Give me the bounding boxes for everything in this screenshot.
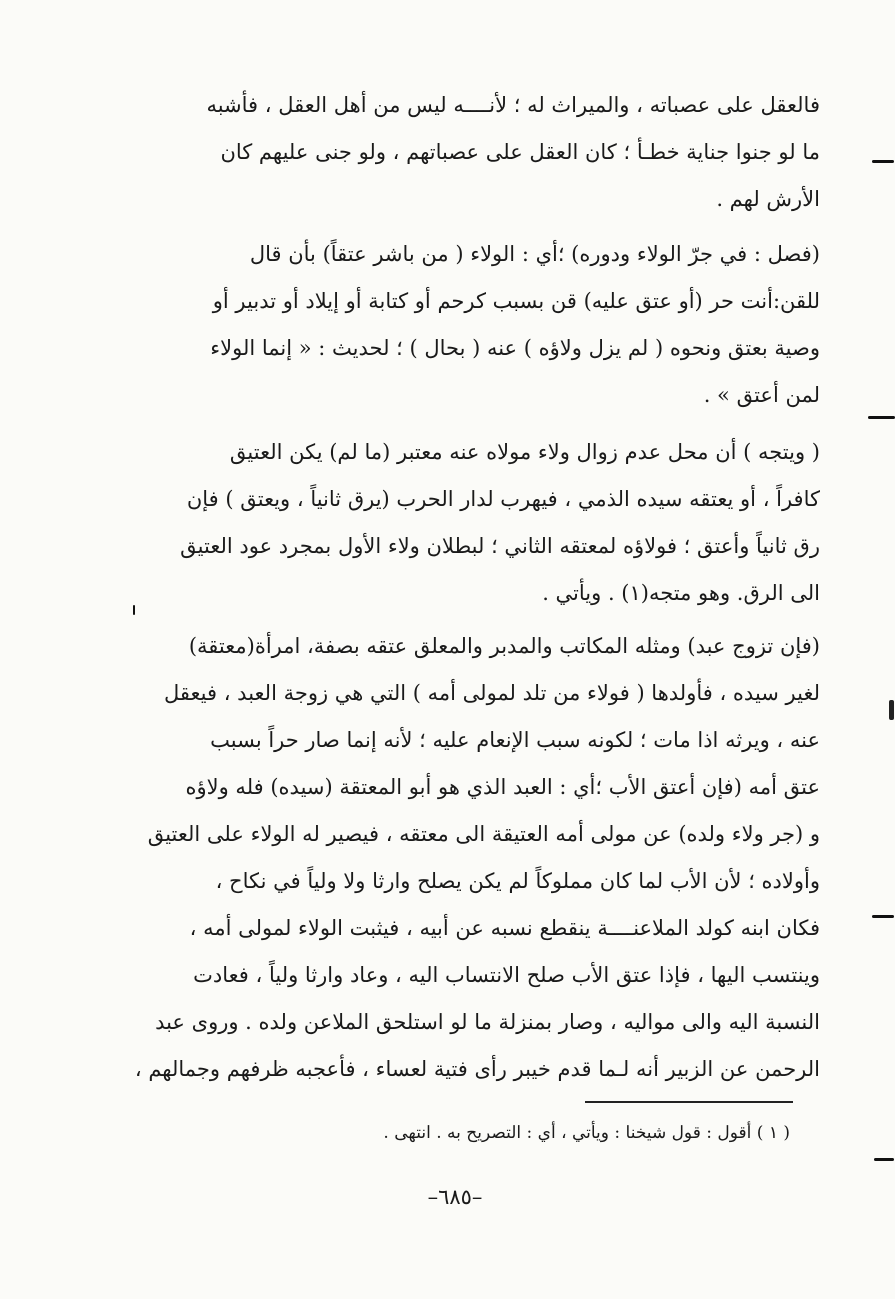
text-line: للقن:أنت حر (أو عتق عليه) قن بسبب كرحم أو كتابة أو إيلاد أو تدبير أو	[212, 289, 820, 313]
paragraph-1	[108, 82, 820, 223]
text-line: عنه ، ويرثه اذا مات ؛ لكونه سبب الإنعام عليه ؛ لأنه إنما صار حراً بسبب	[210, 728, 820, 752]
scan-mark	[133, 605, 135, 615]
text-line: وأولاده ؛ لأن الأب لما كان مملوكاً لم يكن يصلح وارثا ولا ولياً في نكاح ،	[215, 869, 820, 893]
text-line: رق ثانياً وأعتق ؛ فولاؤه لمعتقه الثاني ؛ لبطلان ولاء الأول بمجرد عود العتيق	[180, 534, 820, 558]
text-line: لغير سيده ، فأولدها ( فولاء من تلد لمولى أمه ) التي هي زوجة العبد ، فيعقل	[164, 681, 820, 705]
paragraph-2	[108, 231, 820, 419]
text-line: فالعقل على عصباته ، والميراث له ؛ لأنــــه ليس من أهل العقل ، فأشبه	[206, 93, 820, 117]
scan-mark	[872, 160, 894, 163]
paragraph-4	[108, 623, 820, 1093]
scan-mark	[872, 915, 894, 918]
text-line: الرحمن عن الزبير أنه لـما قدم خيبر رأى فتية لعساء ، فأعجبه ظرفهم وجمالهم ،	[134, 1057, 820, 1081]
text-line: عتق أمه (فإن أعتق الأب ؛أي : العبد الذي هو أبو المعتقة (سيده) فله ولاؤه	[185, 775, 820, 799]
text-line: النسبة اليه والى مواليه ، وصار بمنزلة ما لو استلحق الملاعن ولده . وروى عبد	[155, 1010, 820, 1034]
page-number: –٦٨٥–	[427, 1185, 483, 1209]
footnote-divider	[585, 1101, 793, 1103]
text-line: ( ويتجه ) أن محل عدم زوال ولاء مولاه عنه معتبر (ما لم) يكن العتيق	[229, 440, 820, 464]
text-line: و (جر ولاء ولده) عن مولى أمه العتيقة الى معتقه ، فيصير له الولاء على العتيق	[147, 822, 820, 846]
text-line: وينتسب اليها ، فإذا عتق الأب صلح الانتساب اليه ، وعاد وارثا ولياً ، فعادت	[193, 963, 820, 987]
paragraph-3	[108, 429, 820, 617]
scan-mark	[889, 700, 894, 720]
scan-mark	[874, 1158, 894, 1161]
footnote: ( ١ ) أقول : قول شيخنا : ويأتي ، أي : التصريح به . انتهى .	[383, 1123, 790, 1143]
text-line: (فإن تزوج عبد) ومثله المكاتب والمدبر والمعلق عتقه بصفة، امرأة(معتقة)	[188, 634, 820, 658]
text-line: وصية بعتق ونحوه ( لم يزل ولاؤه ) عنه ( بحال ) ؛ لحديث : « إنما الولاء	[210, 336, 820, 360]
text-line: فكان ابنه كولد الملاعنــــة ينقطع نسبه عن أبيه ، فيثبت الولاء لمولى أمه ،	[189, 916, 820, 940]
text-line: (فصل : في جرّ الولاء ودوره) ؛أي : الولاء ( من باشر عتقاً) بأن قال	[249, 242, 820, 266]
text-line: ما لو جنوا جناية خطـأ ؛ كان العقل على عصباتهم ، ولو جنى عليهم كان	[220, 140, 820, 164]
text-line: الى الرق. وهو متجه(١) . ويأتي .	[542, 581, 820, 605]
text-line: لمن أعتق » .	[703, 383, 820, 407]
scan-mark	[868, 416, 895, 419]
page-body	[108, 82, 820, 1093]
text-line: كافراً ، أو يعتقه سيده الذمي ، فيهرب لدار الحرب (يرق ثانياً ، ويعتق ) فإن	[186, 487, 820, 511]
text-line: الأرش لهم .	[716, 187, 820, 211]
